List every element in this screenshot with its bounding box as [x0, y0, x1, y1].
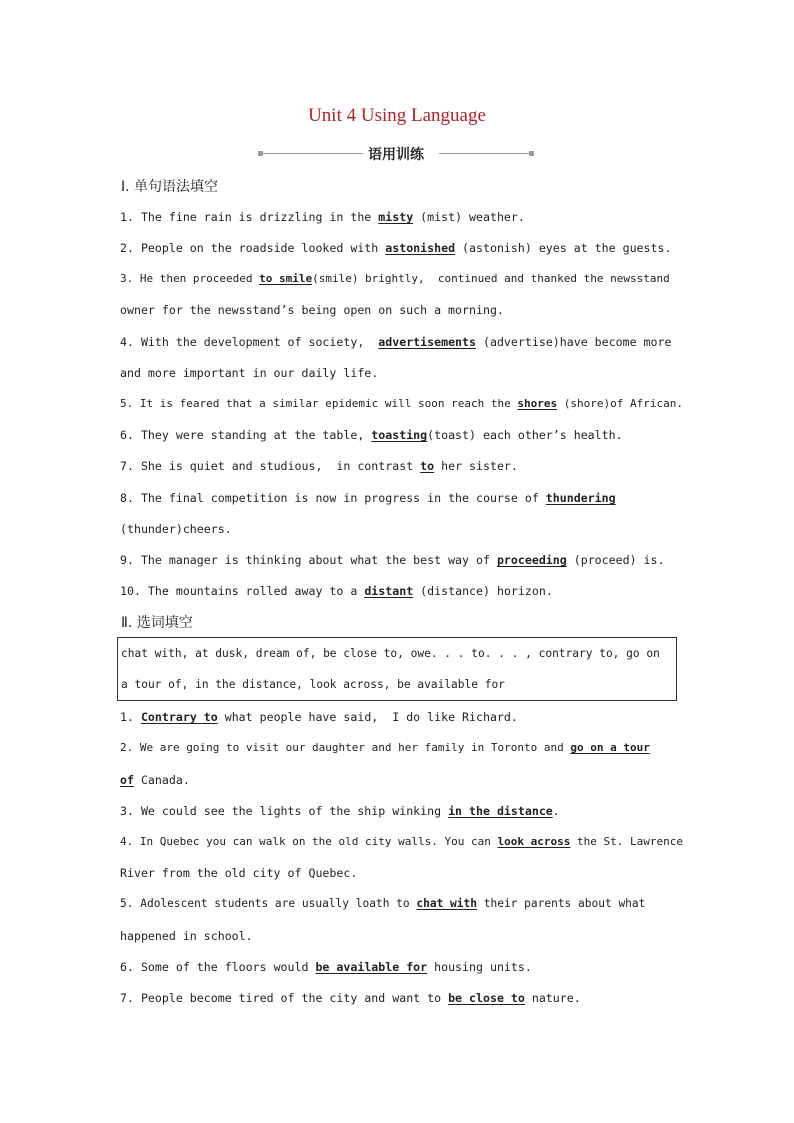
s1-item-6: [120, 426, 680, 444]
item-number: 3.: [120, 804, 134, 818]
s1-item-5: [120, 395, 683, 413]
item-text: The mountains rolled away to a: [140, 584, 365, 598]
answer-blank: to: [420, 459, 435, 473]
item-text: He then proceeded: [133, 272, 260, 285]
item-text: (mist) weather.: [413, 210, 525, 224]
answer-blank: go on a tour: [570, 741, 650, 754]
item-text: (shore)of African.: [557, 397, 683, 410]
item-text: In Quebec you can walk on the old city walls. You can: [133, 835, 498, 848]
item-number: 6.: [120, 960, 134, 974]
s2-item-2: [120, 739, 680, 757]
answer-blank: distant: [364, 584, 414, 598]
item-text: (advertise)have become more: [476, 335, 672, 349]
s2-item-2-cont: [120, 771, 680, 789]
answer-blank: chat with: [416, 897, 477, 910]
answer-blank: advertisements: [378, 335, 477, 349]
section1-heading: Ⅰ. 单句语法填空: [121, 179, 219, 195]
section2-heading: Ⅱ. 选词填空: [121, 615, 193, 631]
item-text: We could see the lights of the ship winking: [133, 804, 449, 818]
s2-item-1: [120, 708, 680, 726]
word-bank-line-1: chat with, at dusk, dream of, be close to, owe. . . to. . . , contrary to, go on: [121, 647, 660, 660]
item-text: (proceed) is.: [566, 553, 665, 567]
answer-blank: toasting: [371, 428, 428, 442]
item-text: The fine rain is drizzling in the: [133, 210, 379, 224]
answer-blank: Contrary to: [140, 710, 218, 724]
s2-item-4: [120, 833, 683, 851]
item-text: her sister.: [434, 459, 518, 473]
s2-item-7: [120, 989, 680, 1007]
s1-item-8: [120, 489, 680, 507]
item-text: their parents about what: [477, 897, 646, 910]
item-text: nature.: [524, 991, 581, 1005]
item-number: 9.: [120, 553, 134, 567]
item-text: Canada.: [133, 773, 190, 787]
answer-blank: shores: [517, 397, 558, 410]
s1-item-4-cont: and more important in our daily life.: [120, 366, 379, 380]
s1-item-4: [120, 333, 680, 351]
answer-blank: of: [120, 773, 134, 787]
item-number: 10.: [120, 584, 141, 598]
item-text: Some of the floors would: [133, 960, 316, 974]
s2-item-5-cont: happened in school.: [120, 929, 253, 943]
item-number: 7.: [120, 991, 134, 1005]
item-text: The manager is thinking about what the best way of: [133, 553, 497, 567]
item-number: 1.: [120, 210, 134, 224]
item-text: what people have said, I do like Richard.: [217, 710, 518, 724]
item-number: 7.: [120, 459, 134, 473]
answer-blank: misty: [378, 210, 414, 224]
item-number: 5.: [120, 897, 134, 910]
s2-item-5: [120, 895, 680, 913]
item-number: 4.: [120, 335, 134, 349]
s1-item-7: [120, 457, 680, 475]
s1-item-3: [120, 270, 680, 288]
item-number: 4.: [120, 835, 134, 848]
item-text: Adolescent students are usually loath to: [133, 897, 417, 910]
answer-blank: thundering: [545, 491, 616, 505]
item-text: They were standing at the table,: [133, 428, 372, 442]
answer-blank: look across: [497, 835, 571, 848]
item-number: 2.: [120, 241, 134, 255]
item-text: .: [552, 804, 560, 818]
item-text: (smile) brightly, continued and thanked the newsstand: [312, 272, 670, 285]
s1-item-1: [120, 208, 680, 226]
item-text: (distance) horizon.: [413, 584, 553, 598]
answer-blank: be close to: [448, 991, 525, 1005]
section-banner: [258, 142, 534, 166]
answer-blank: to smile: [259, 272, 313, 285]
item-text: With the development of society,: [133, 335, 379, 349]
item-number: 3.: [120, 272, 134, 285]
word-bank-line-2: a tour of, in the distance, look across, be available for: [121, 678, 505, 691]
item-text: People become tired of the city and want to: [133, 991, 449, 1005]
item-number: 6.: [120, 428, 134, 442]
item-text: We are going to visit our daughter and her family in Toronto and: [133, 741, 571, 754]
s2-item-4-cont: River from the old city of Quebec.: [120, 866, 358, 880]
s1-item-10: [120, 582, 680, 600]
item-text: (astonish) eyes at the guests.: [455, 241, 672, 255]
item-text: It is feared that a similar epidemic will soon reach the: [133, 397, 518, 410]
item-number: 1.: [120, 710, 134, 724]
answer-blank: be available for: [315, 960, 428, 974]
item-text: [134, 710, 141, 724]
answer-blank: astonished: [385, 241, 456, 255]
answer-blank: in the distance: [448, 804, 553, 818]
s1-item-3-cont: owner for the newsstand’s being open on such a morning.: [120, 303, 504, 317]
item-text: housing units.: [427, 960, 532, 974]
answer-blank: proceeding: [496, 553, 567, 567]
banner-label: 语用训练: [368, 147, 424, 163]
item-text: People on the roadside looked with: [133, 241, 386, 255]
item-number: 5.: [120, 397, 134, 410]
s1-item-2: [120, 239, 680, 257]
s1-item-8-cont: (thunder)cheers.: [120, 522, 232, 536]
item-text: She is quiet and studious, in contrast: [133, 459, 421, 473]
item-number: 8.: [120, 491, 134, 505]
s2-item-6: [120, 958, 680, 976]
item-text: (toast) each other’s health.: [427, 428, 623, 442]
item-text: The final competition is now in progress in the course of: [133, 491, 546, 505]
page-title: Unit 4 Using Language: [308, 105, 486, 126]
s1-item-9: [120, 551, 680, 569]
s2-item-3: [120, 802, 680, 820]
item-text: the St. Lawrence: [570, 835, 683, 848]
item-number: 2.: [120, 741, 134, 754]
